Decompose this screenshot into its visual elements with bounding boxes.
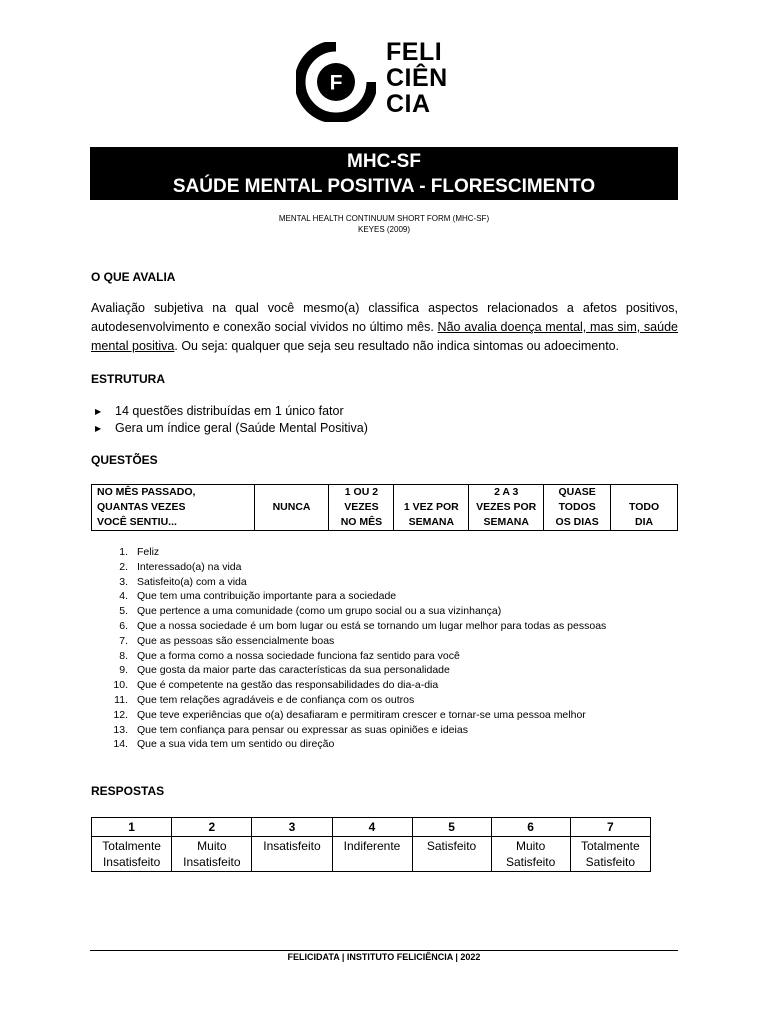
scale-number: 1 xyxy=(92,818,172,837)
cell-line: VEZES xyxy=(344,501,379,513)
questions-list xyxy=(91,545,606,752)
cell-line: NO MÊS PASSADO, xyxy=(97,486,196,498)
heading-respostas: RESPOSTAS xyxy=(91,784,165,798)
cell-line: Totalmente xyxy=(102,839,161,853)
structure-list xyxy=(95,403,368,437)
item-text: Que pertence a uma comunidade (como um grupo social ou a sua vizinhança) xyxy=(137,605,502,618)
footer-divider xyxy=(90,950,678,951)
cell-line: TODO xyxy=(628,501,660,513)
description-underlined: Não avalia doença mental, mas sim, saúde mental positiva xyxy=(91,320,678,353)
item-number: 4. xyxy=(119,590,128,603)
item-text: Que as pessoas são essencialmente boas xyxy=(137,634,335,647)
cell-line: Satisfeito xyxy=(426,839,477,853)
item-number: 7. xyxy=(119,634,128,647)
item-number: 9. xyxy=(119,664,128,677)
list-item xyxy=(91,663,606,678)
logo-wordmark xyxy=(386,40,448,118)
cell-line: DIA xyxy=(635,516,654,528)
list-item xyxy=(91,560,606,575)
table-row xyxy=(92,837,651,872)
triangle-bullet-icon: ▶ xyxy=(95,407,102,416)
list-item xyxy=(91,634,606,649)
scale-number: 7 xyxy=(570,818,650,837)
cell-line: Muito xyxy=(197,839,227,853)
scale-number: 4 xyxy=(332,818,412,837)
item-number: 1. xyxy=(119,546,128,558)
title-band xyxy=(90,147,678,200)
item-number: 6. xyxy=(119,619,128,632)
cell-line: Insatisfeito xyxy=(263,839,321,853)
cell-line: QUANTAS VEZES xyxy=(97,501,186,513)
frequency-header-cell xyxy=(611,485,678,531)
scale-label xyxy=(570,837,650,872)
brand-logo xyxy=(296,40,476,122)
frequency-header-cell xyxy=(92,485,255,531)
title-line-2: SAÚDE MENTAL POSITIVA - FLORESCIMENTO xyxy=(172,176,596,197)
description-text: Avaliação subjetiva na qual você mesmo(a) classifica aspectos relacionados a afetos positivos, autodesenvolvimento e conexão social vividos no último mês. xyxy=(91,301,678,334)
item-number: 10. xyxy=(113,679,128,692)
item-number: 8. xyxy=(119,649,128,662)
list-item xyxy=(91,619,606,634)
item-number: 13. xyxy=(113,723,128,736)
item-number: 11. xyxy=(114,693,128,706)
list-item xyxy=(95,420,368,437)
list-item xyxy=(95,403,368,420)
list-item xyxy=(91,723,606,738)
item-text: Feliz xyxy=(137,546,160,558)
cell-line: 1 OU 2 xyxy=(344,486,379,498)
cell-line: SEMANA xyxy=(408,516,455,528)
list-item-text: 14 questões distribuídas em 1 único fator xyxy=(115,404,344,418)
scale-number: 3 xyxy=(252,818,332,837)
list-item xyxy=(91,589,606,604)
felicia-logo-icon xyxy=(296,42,376,122)
item-text: Que a nossa sociedade é um bom lugar ou está se tornando um lugar melhor para todas as pessoas xyxy=(137,619,607,632)
cell-line: NUNCA xyxy=(272,501,311,513)
frequency-header-table xyxy=(91,484,678,531)
cell-line: Muito xyxy=(515,839,546,853)
list-item xyxy=(91,678,606,693)
frequency-header-cell xyxy=(394,485,469,531)
cell-line: Insatisfeito xyxy=(102,855,161,869)
cell-line: 2 A 3 xyxy=(494,486,519,498)
logo-line: FELI xyxy=(386,38,443,66)
cell-line: SEMANA xyxy=(483,516,529,528)
title-line-1: MHC-SF xyxy=(347,151,421,172)
list-item xyxy=(91,737,606,752)
item-number: 12. xyxy=(113,708,128,721)
scale-number: 2 xyxy=(172,818,252,837)
item-number: 5. xyxy=(119,605,128,618)
subtitle xyxy=(90,213,678,235)
cell-line: Satisfeito xyxy=(585,855,636,869)
logo-letter: F xyxy=(329,71,343,95)
subtitle-line-2: KEYES (2009) xyxy=(357,225,411,234)
scale-label xyxy=(491,837,570,872)
item-text: Satisfeito(a) com a vida xyxy=(137,575,247,588)
scale-number: 5 xyxy=(412,818,491,837)
scale-label xyxy=(252,837,332,872)
scale-label xyxy=(412,837,491,872)
cell-line: Satisfeito xyxy=(505,855,556,869)
heading-estrutura: ESTRUTURA xyxy=(91,372,165,386)
table-row xyxy=(92,818,651,837)
list-item xyxy=(91,545,606,560)
item-text: Interessado(a) na vida xyxy=(137,560,242,573)
response-scale-table xyxy=(91,817,651,872)
item-text: Que tem uma contribuição importante para a sociedade xyxy=(137,590,397,603)
cell-line: VEZES POR xyxy=(476,501,537,513)
cell-line: Indiferente xyxy=(343,839,401,853)
subtitle-line-1: MENTAL HEALTH CONTINUUM SHORT FORM (MHC-SF) xyxy=(278,214,490,223)
logo-line: CIA xyxy=(386,90,431,118)
item-number: 2. xyxy=(119,560,128,573)
item-text: Que tem confiança para pensar ou expressar as suas opiniões e ideias xyxy=(137,723,468,736)
list-item xyxy=(91,604,606,619)
scale-label xyxy=(332,837,412,872)
triangle-bullet-icon: ▶ xyxy=(95,424,102,433)
description-paragraph xyxy=(91,299,678,356)
item-number: 14. xyxy=(113,738,128,751)
cell-line: TODOS xyxy=(558,501,596,513)
scale-label xyxy=(172,837,252,872)
cell-line: OS DIAS xyxy=(555,516,599,528)
item-text: Que tem relações agradáveis e de confiança com os outros xyxy=(137,693,415,706)
heading-o-que-avalia: O QUE AVALIA xyxy=(91,270,176,284)
logo-line: CIÊN xyxy=(386,64,448,92)
cell-line: Totalmente xyxy=(580,839,640,853)
scale-number: 6 xyxy=(491,818,570,837)
item-text: Que a forma como a nossa sociedade funciona faz sentido para você xyxy=(137,649,460,662)
item-text: Que teve experiências que o(a) desafiaram e permitiram crescer e tornar-se uma pessoa melhor xyxy=(137,708,586,721)
item-text: Que a sua vida tem um sentido ou direção xyxy=(137,738,335,751)
description-text-end: . Ou seja: qualquer que seja seu resultado não indica sintomas ou adoecimento. xyxy=(174,339,620,353)
cell-line: NO MÊS xyxy=(340,516,383,528)
list-item xyxy=(91,693,606,708)
footer: FELICIDATA | INSTITUTO FELICIÊNCIA | 2022 xyxy=(287,952,481,962)
cell-line: QUASE xyxy=(558,486,596,498)
list-item xyxy=(91,708,606,723)
list-item xyxy=(91,575,606,590)
item-number: 3. xyxy=(119,575,128,588)
frequency-header-cell xyxy=(544,485,611,531)
frequency-header-cell xyxy=(329,485,394,531)
list-item xyxy=(91,649,606,664)
heading-questoes: QUESTÕES xyxy=(91,453,158,467)
item-text: Que é competente na gestão das responsabilidades do dia-a-dia xyxy=(137,679,439,692)
cell-line: Insatisfeito xyxy=(183,855,241,869)
frequency-header-cell xyxy=(254,485,329,531)
cell-line: 1 VEZ POR xyxy=(403,501,459,513)
frequency-header-cell xyxy=(469,485,544,531)
item-text: Que gosta da maior parte das características da sua personalidade xyxy=(137,664,450,677)
list-item-text: Gera um índice geral (Saúde Mental Positiva) xyxy=(115,421,368,435)
cell-line: VOCÊ SENTIU... xyxy=(97,516,177,528)
scale-label xyxy=(92,837,172,872)
